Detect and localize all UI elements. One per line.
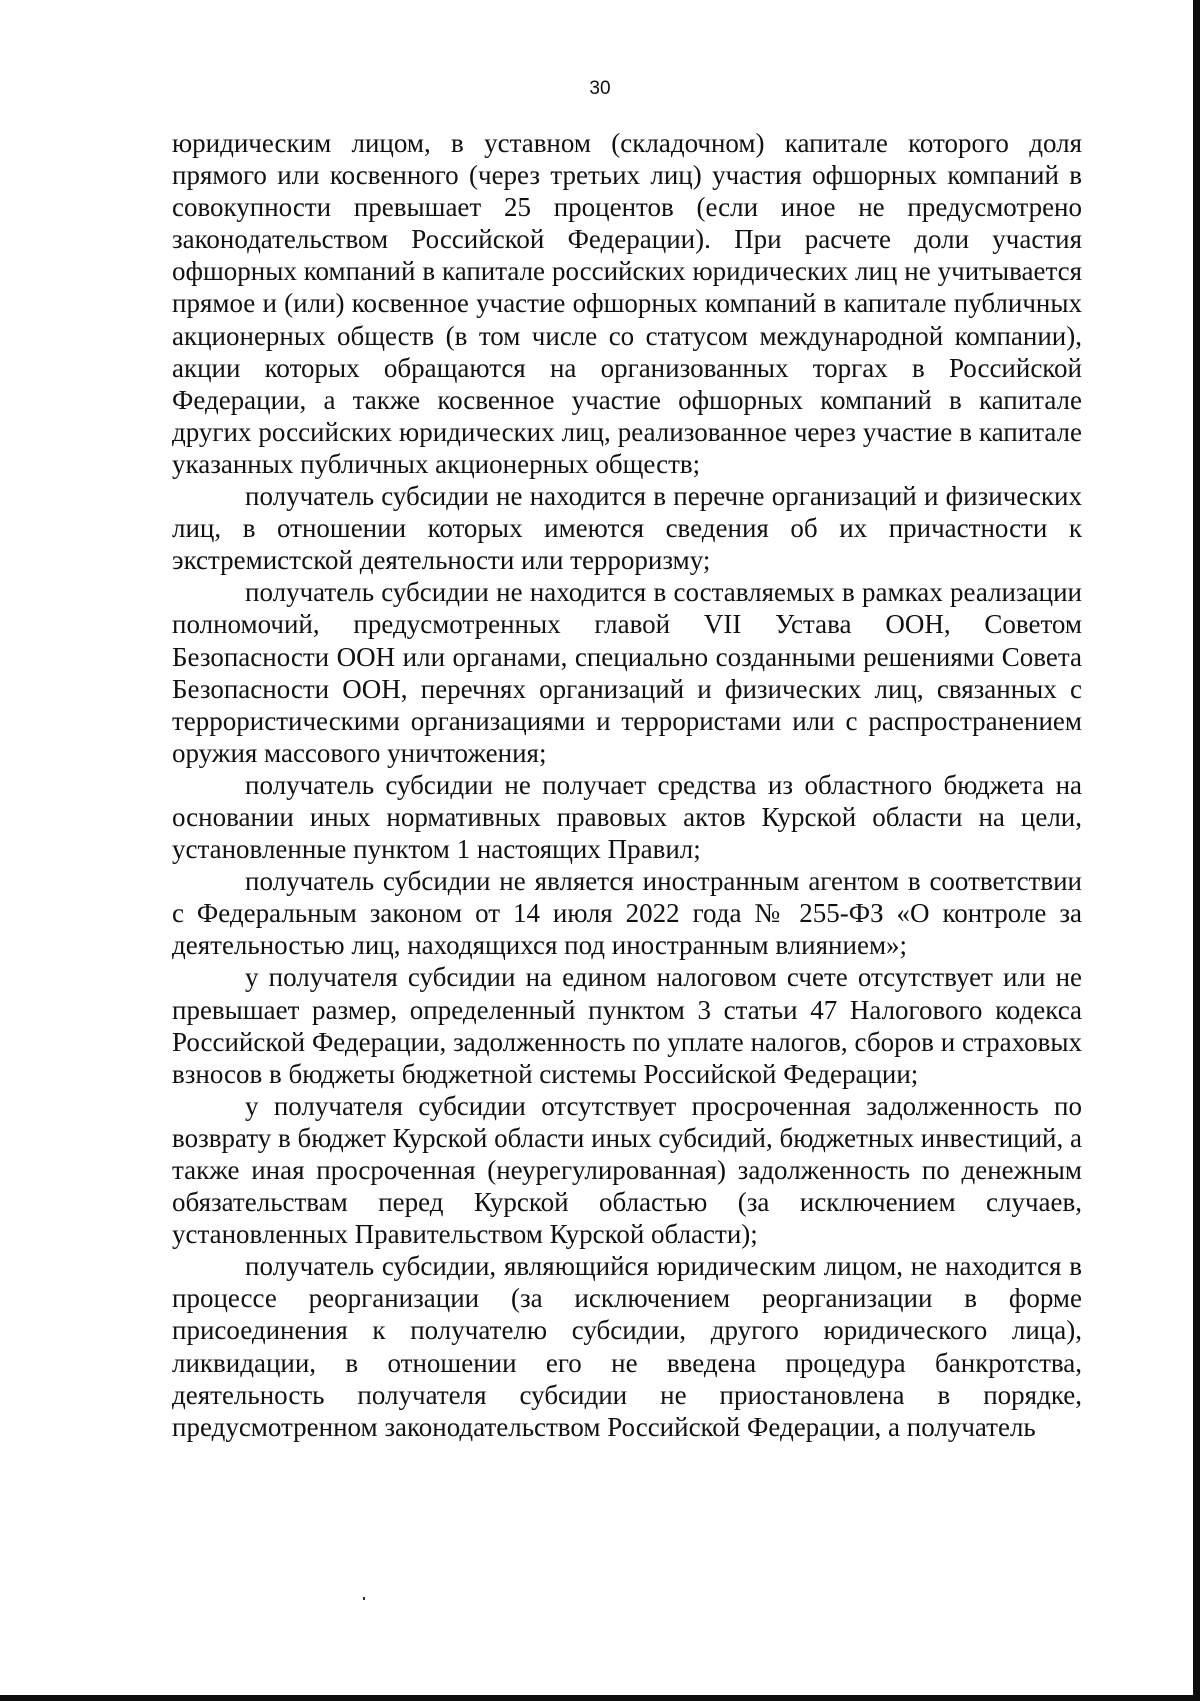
paragraph-other-budget-funds: получатель субсидии не получает средства из областного бюджета на основании иных нормативных правовых актов Курской области на цели, установленные пунктом 1 настоящих Правил;: [172, 769, 1082, 865]
paragraph-tax-debt: у получателя субсидии на едином налоговом счете отсутствует или не превышает размер, определенный пунктом 3 статьи 47 Налогового кодекса Российской Федерации, задолженность по уплате налогов, сборов и страховых взносов в бюджеты бюджетной системы Российской Федерации;: [172, 962, 1082, 1089]
scan-edge-bottom: [0, 1695, 1200, 1701]
paragraph-offshore-participation: юридическим лицом, в уставном (складочном) капитале которого доля прямого или косвенного (через третьих лиц) участия офшорных компаний в совокупности превышает 25 процентов (если иное не предусмотрено законодательством Российской Федерации). При расчете доли участия офшорных компаний в капитале российских юридических лиц не учитывается прямое и (или) косвенное участие офшорных компаний в капитале публичных акционерных обществ (в том числе со статусом международной компании), акции которых обращаются на организованных торгах в Российской Федерации, а также косвенное участие офшорных компаний в капитале других российских юридических лиц, реализованное через участие в капитале указанных публичных акционерных обществ;: [172, 128, 1082, 479]
paragraph-extremism-list: получатель субсидии не находится в перечне организаций и физических лиц, в отношении которых имеются сведения об их причастности к экстремистской деятельности или терроризму;: [172, 481, 1082, 576]
paragraph-reorganization: получатель субсидии, являющийся юридическим лицом, не находится в процессе реорганизации (за исключением реорганизации в форме присоединения к получателю субсидии, другого юридического лица), ликвидации, в отношении его не введена процедура банкротства, деятельность получателя субсидии не приостановлена в порядке, предусмотренном законодательством Российской Федерации, а получатель: [172, 1251, 1082, 1442]
document-body: [172, 127, 1082, 1443]
paragraph-foreign-agent: получатель субсидии не является иностранным агентом в соответствии с Федеральным законом от 14 июля 2022 года № 255-ФЗ «О контроле за деятельностью лиц, находящихся под иностранным влиянием»;: [172, 866, 1082, 961]
page-number: 30: [589, 78, 611, 99]
scan-edge-right: [1193, 0, 1200, 1701]
paragraph-overdue-debt: у получателя субсидии отсутствует просроченная задолженность по возврату в бюджет Курской области иных субсидий, бюджетных инвестиций, а также иная просроченная (неурегулированная) задолженность по денежным обязательствам перед Курской областью (за исключением случаев, установленных Правительством Курской области);: [172, 1090, 1082, 1250]
scan-speck: [363, 1597, 365, 1600]
paragraph-un-sanctions-list: получатель субсидии не находится в составляемых в рамках реализации полномочий, предусмотренных главой VII Устава ООН, Советом Безопасности ООН или органами, специально созданными решениями Совета Безопасности ООН, перечнях организаций и физических лиц, связанных с террористическими организациями и террористами или с распространением оружия массового уничтожения;: [172, 577, 1082, 768]
